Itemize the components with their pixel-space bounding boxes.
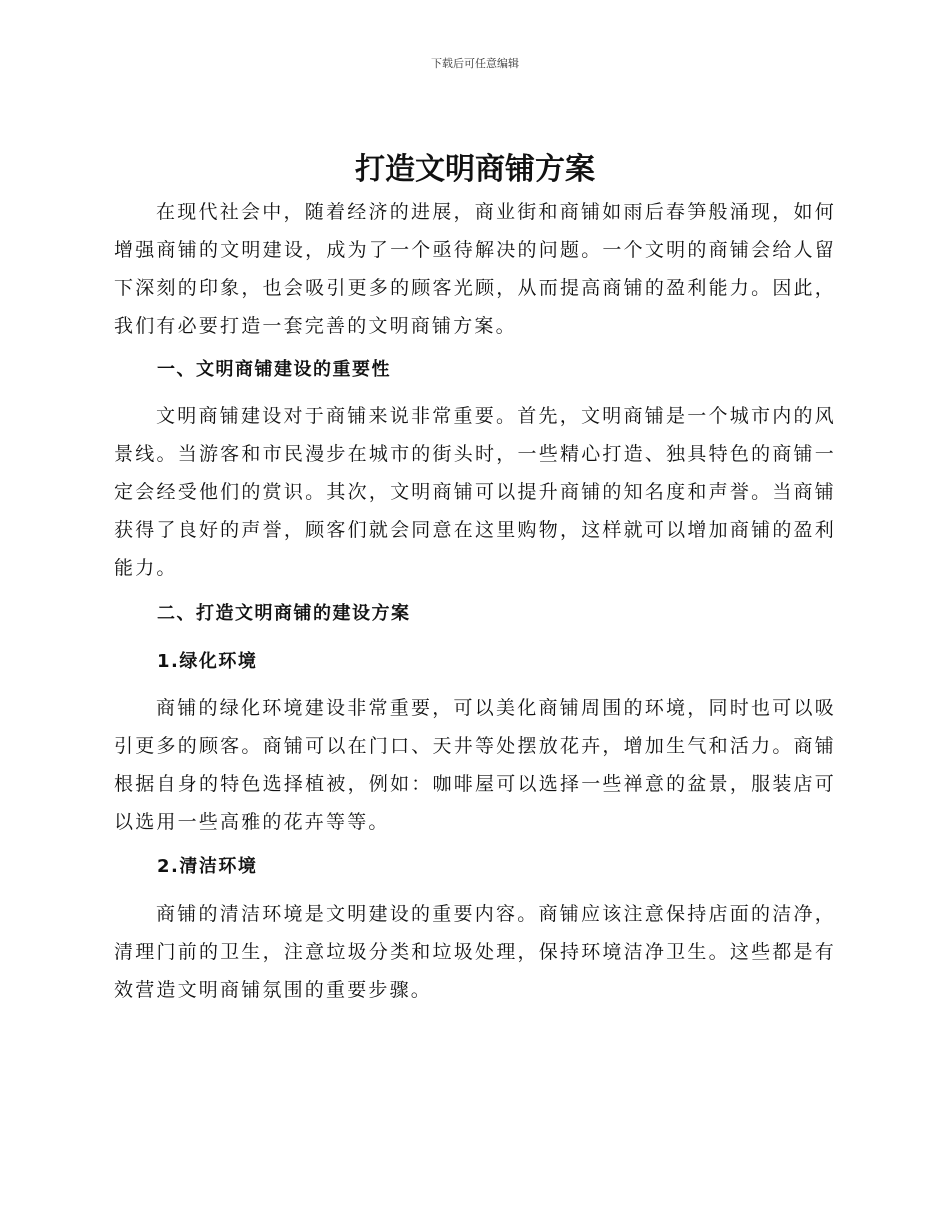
intro-paragraph: 在现代社会中，随着经济的进展，商业街和商铺如雨后春笋般涌现，如何增强商铺的文明建设，成为了一个亟待解决的问题。一个文明的商铺会给人留下深刻的印象，也会吸引更多的顾客光顾，从而提高商铺的盈利能力。因此，我们有必要打造一套完善的文明商铺方案。	[114, 201, 836, 337]
section1-heading: 一、文明商铺建设的重要性	[157, 359, 391, 380]
subsection1-heading: 1.绿化环境	[157, 651, 258, 672]
header-note: 下载后可任意编辑	[431, 57, 519, 70]
subsection2-heading: 2.清洁环境	[157, 856, 258, 877]
section2-heading: 二、打造文明商铺的建设方案	[157, 603, 411, 624]
subsection1-paragraph: 商铺的绿化环境建设非常重要，可以美化商铺周围的环境，同时也可以吸引更多的顾客。商铺可以在门口、天井等处摆放花卉，增加生气和活力。商铺根据自身的特色选择植被，例如：咖啡屋可以选择一些禅意的盆景，服装店可以选用一些高雅的花卉等等。	[114, 697, 836, 833]
section1-paragraph: 文明商铺建设对于商铺来说非常重要。首先，文明商铺是一个城市内的风景线。当游客和市民漫步在城市的街头时，一些精心打造、独具特色的商铺一定会经受他们的赏识。其次，文明商铺可以提升商铺的知名度和声誉。当商铺获得了良好的声誉，顾客们就会同意在这里购物，这样就可以增加商铺的盈利能力。	[114, 405, 836, 579]
document-title: 打造文明商铺方案	[355, 152, 595, 187]
subsection2-paragraph: 商铺的清洁环境是文明建设的重要内容。商铺应该注意保持店面的洁净，清理门前的卫生，注意垃圾分类和垃圾处理，保持环境洁净卫生。这些都是有效营造文明商铺氛围的重要步骤。	[114, 903, 836, 1001]
